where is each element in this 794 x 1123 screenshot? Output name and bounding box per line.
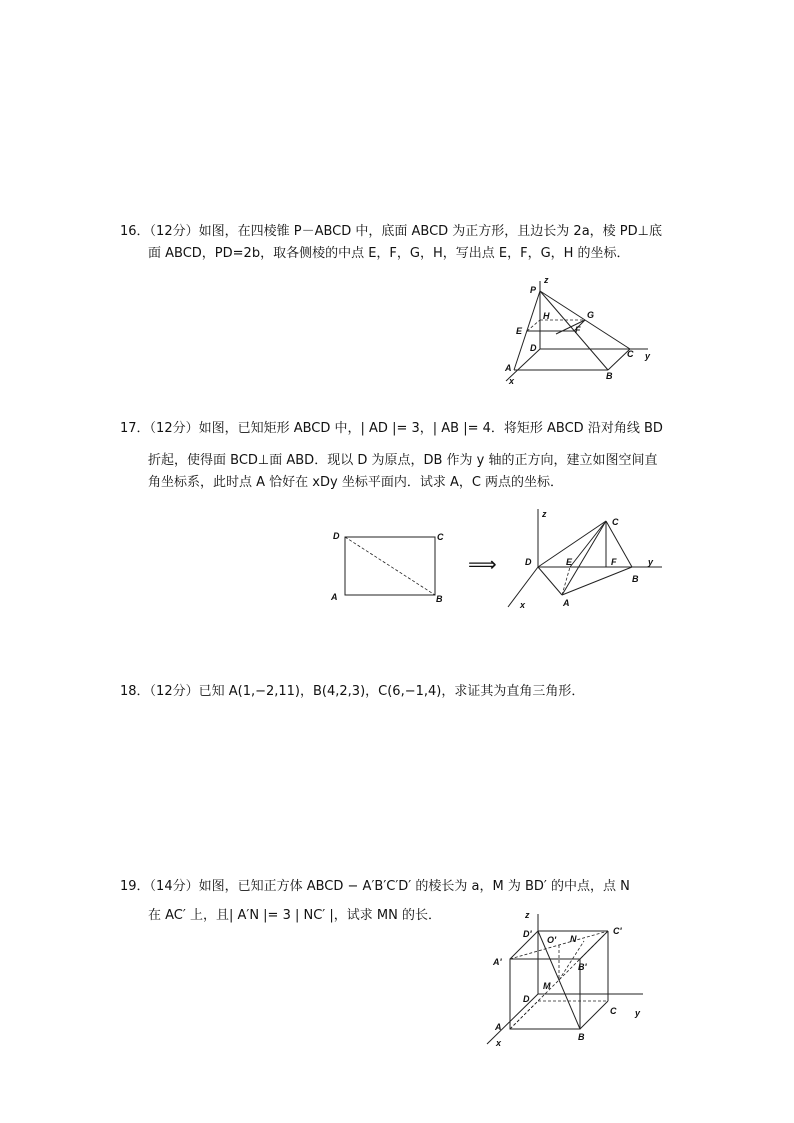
segment-ec: [570, 521, 606, 567]
label-a: A: [505, 363, 512, 373]
label-x: x: [496, 1038, 502, 1048]
problem-18-text-1: 已知 A(1,−2,11)，B(4,2,3)，C(6,−1,4)，求证其为直角三角形．: [198, 684, 585, 699]
label-a1: A': [493, 957, 502, 967]
label-n: N: [570, 934, 577, 944]
pyramid-figure: [500, 275, 660, 390]
edge-b-c: [580, 1001, 608, 1029]
label-a: A: [331, 592, 338, 602]
label-c: C: [610, 1006, 617, 1016]
label-p: P: [530, 285, 537, 295]
label-c: C: [612, 517, 619, 527]
problem-19-score: （14分）: [149, 879, 199, 894]
label-b: B: [632, 574, 639, 584]
label-a: A: [563, 598, 570, 608]
label-b: B: [606, 371, 613, 381]
label-d: D: [525, 557, 532, 567]
problem-17-number: 17．: [120, 421, 150, 436]
problem-18-line-1: [120, 683, 584, 701]
diagonal-bd: [345, 537, 435, 595]
problem-16-text-1: 如图，在四棱锥 P－ABCD 中，底面 ABCD 为正方形，且边长为 2a，棱 PD⊥底: [198, 224, 662, 239]
label-y: y: [645, 351, 651, 361]
label-y: y: [648, 557, 654, 567]
label-m: M: [543, 981, 551, 991]
problem-17-line-3: 角坐标系，此时点 A 恰好在 xDy 坐标平面内．试求 A，C 两点的坐标．: [148, 475, 564, 490]
implies-arrow: ⟹: [468, 552, 497, 576]
problem-19-number: 19．: [120, 879, 150, 894]
label-o1: O': [547, 935, 557, 945]
label-e: E: [566, 557, 573, 567]
problem-17-line-1: [120, 420, 663, 438]
label-a: A: [495, 1022, 502, 1032]
label-h: H: [543, 311, 550, 321]
label-z: z: [542, 509, 547, 519]
problem-16-line-2: 面 ABCD，PD=2b，取各侧棱的中点 E，F，G，H，写出点 E，F，G，H 的坐标．: [148, 246, 630, 261]
problem-19-text-1: 如图，已知正方体 ABCD − A′B′C′D′ 的棱长为 a，M 为 BD′ 的中点，点 N: [198, 879, 630, 894]
label-x: x: [509, 376, 515, 386]
problem-18-score: （12分）: [149, 684, 199, 699]
label-z: z: [525, 910, 530, 920]
label-b: B: [578, 1032, 585, 1042]
problem-19-line-1: [120, 878, 630, 896]
problem-18-number: 18．: [120, 684, 150, 699]
problem-17-score: （12分）: [149, 421, 199, 436]
x-axis: [487, 994, 538, 1044]
label-d: D: [530, 343, 537, 353]
label-b: B: [436, 594, 443, 604]
label-d: D: [523, 994, 530, 1004]
problem-16-score: （12分）: [149, 224, 199, 239]
problem-19-line-2: 在 AC′ 上，且| A′N |= 3 | NC′ |，试求 MN 的长．: [148, 908, 441, 923]
problem-16-line-1: [120, 223, 662, 241]
problem-17-line-2: 折起，使得面 BCD⊥面 ABD．现以 D 为原点，DB 作为 y 轴的正方向，建立如图空间直: [148, 453, 658, 468]
problem-16-number: 16．: [120, 224, 150, 239]
label-g: G: [587, 310, 595, 320]
cube-figure: [483, 910, 653, 1050]
folded-figure: [500, 505, 670, 615]
label-d: D: [333, 531, 340, 541]
label-c: C: [437, 532, 444, 542]
label-d1: D': [523, 929, 532, 939]
label-c1: C': [613, 926, 622, 936]
edge-cb: [606, 521, 632, 567]
label-x: x: [520, 600, 526, 610]
label-f: F: [611, 557, 617, 567]
edge-da: [538, 567, 562, 595]
segment-inner: [556, 320, 585, 334]
label-c: C: [627, 349, 634, 359]
rectangle-figure: [325, 525, 450, 607]
label-z: z: [544, 275, 549, 285]
label-f: F: [575, 325, 581, 335]
edge-ab: [562, 567, 632, 595]
label-e: E: [516, 326, 523, 336]
label-y: y: [635, 1008, 641, 1018]
problem-17-text-1: 如图，已知矩形 ABCD 中，| AD |= 3，| AB |= 4．将矩形 ABCD 沿对角线 BD: [198, 421, 663, 436]
segment-ae: [562, 567, 570, 595]
label-b1: B': [578, 962, 587, 972]
